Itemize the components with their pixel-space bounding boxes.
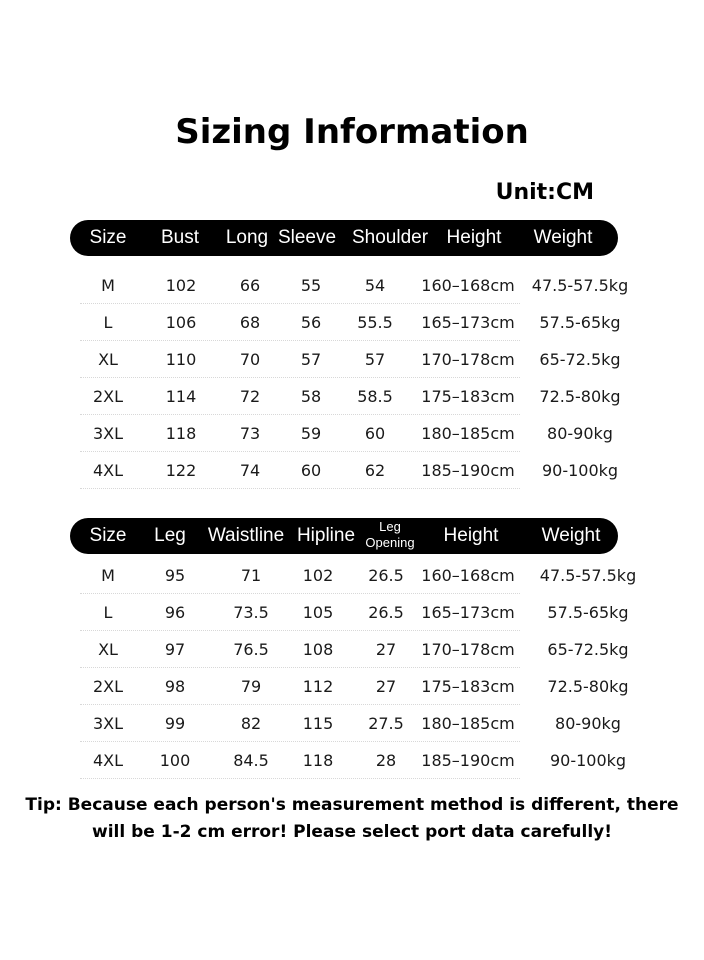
table-row <box>80 340 621 378</box>
header-cell: Height <box>443 525 499 546</box>
table-cell: 160–168cm <box>421 276 515 295</box>
table-cell: 60 <box>300 461 322 480</box>
table-row <box>80 451 619 489</box>
table-cell: 84.5 <box>233 751 269 770</box>
table-cell: 57.5-65kg <box>539 313 621 332</box>
table-cell: 160–168cm <box>421 566 515 585</box>
table-cell: 57 <box>300 350 322 369</box>
table-cell: 185–190cm <box>421 751 515 770</box>
table-cell: 58.5 <box>357 387 393 406</box>
table-row <box>80 630 629 668</box>
table-cell: 108 <box>302 640 334 659</box>
header-cell: Weight <box>541 525 601 546</box>
table-cell: 57 <box>364 350 386 369</box>
table-cell: 175–183cm <box>421 387 515 406</box>
page-title: Sizing Information <box>175 112 529 152</box>
table-row <box>80 266 629 304</box>
tip-note <box>0 792 704 846</box>
table-cell: XL <box>98 640 118 659</box>
table-2-header <box>70 518 618 554</box>
table-cell: 4XL <box>92 751 124 770</box>
table-cell: 3XL <box>92 714 124 733</box>
table-cell: 98 <box>164 677 186 696</box>
table-cell: 175–183cm <box>421 677 515 696</box>
header-cell: Leg <box>154 525 186 546</box>
table-cell: 56 <box>300 313 322 332</box>
table-cell: 100 <box>159 751 191 770</box>
table-row <box>80 593 629 631</box>
table-cell: 70 <box>239 350 261 369</box>
table-cell: 73.5 <box>233 603 269 622</box>
table-cell: 27 <box>375 677 397 696</box>
table-cell: 112 <box>302 677 334 696</box>
table-row <box>80 377 621 415</box>
table-cell: 73 <box>239 424 261 443</box>
header-cell-part: Opening <box>365 535 415 550</box>
table-cell: XL <box>98 350 118 369</box>
table-cell: 106 <box>165 313 197 332</box>
tip-line-2: will be 1-2 cm error! Please select port data carefully! <box>92 822 612 842</box>
table-row <box>80 556 637 594</box>
table-cell: 47.5-57.5kg <box>539 566 637 585</box>
table-cell: 72 <box>239 387 261 406</box>
header-cell-part: Leg <box>379 519 401 534</box>
table-cell: 105 <box>302 603 334 622</box>
table-cell: 47.5-57.5kg <box>531 276 629 295</box>
table-cell: L <box>103 313 113 332</box>
table-cell: 79 <box>240 677 262 696</box>
table-cell: 2XL <box>92 387 124 406</box>
table-cell: 102 <box>165 276 197 295</box>
table-cell: 74 <box>239 461 261 480</box>
table-cell: M <box>101 276 115 295</box>
table-cell: 3XL <box>92 424 124 443</box>
table-row <box>80 303 621 341</box>
table-cell: 76.5 <box>233 640 269 659</box>
table-cell: 122 <box>165 461 197 480</box>
table-cell: 170–178cm <box>421 640 515 659</box>
table-cell: 118 <box>302 751 334 770</box>
table-cell: 72.5-80kg <box>547 677 629 696</box>
header-cell: Size <box>89 227 127 248</box>
header-cell: Waistline <box>207 525 285 546</box>
table-cell: 27 <box>375 640 397 659</box>
table-cell: 114 <box>165 387 197 406</box>
table-cell: 185–190cm <box>421 461 515 480</box>
table-cell: 82 <box>240 714 262 733</box>
table-cell: 80-90kg <box>547 424 613 443</box>
table-cell: 26.5 <box>368 603 404 622</box>
table-row <box>80 741 627 779</box>
table-cell: 26.5 <box>368 566 404 585</box>
table-cell: 97 <box>164 640 186 659</box>
header-cell: Long <box>225 227 269 248</box>
table-cell: 80-90kg <box>555 714 621 733</box>
table-cell: 115 <box>302 714 334 733</box>
table-cell: 2XL <box>92 677 124 696</box>
table-cell: 57.5-65kg <box>547 603 629 622</box>
table-cell: 4XL <box>92 461 124 480</box>
table-cell: 118 <box>165 424 197 443</box>
table-1-header <box>70 220 618 256</box>
table-row <box>80 414 613 452</box>
table-cell: M <box>101 566 115 585</box>
table-cell: 180–185cm <box>421 424 515 443</box>
table-cell: 170–178cm <box>421 350 515 369</box>
table-cell: 68 <box>239 313 261 332</box>
table-cell: 72.5-80kg <box>539 387 621 406</box>
table-cell: 90-100kg <box>541 461 619 480</box>
table-cell: 180–185cm <box>421 714 515 733</box>
table-cell: 58 <box>300 387 322 406</box>
table-cell: 62 <box>364 461 386 480</box>
table-cell: 71 <box>240 566 262 585</box>
table-cell: 99 <box>164 714 186 733</box>
table-cell: 60 <box>364 424 386 443</box>
table-cell: 59 <box>300 424 322 443</box>
table-cell: 54 <box>364 276 386 295</box>
header-cell: Bust <box>160 227 200 248</box>
table-cell: 165–173cm <box>421 313 515 332</box>
table-cell: 110 <box>165 350 197 369</box>
header-cell: Weight <box>533 227 593 248</box>
table-cell: 96 <box>164 603 186 622</box>
header-cell: Sleeve <box>277 227 337 248</box>
table-cell: 55 <box>300 276 322 295</box>
table-cell: 95 <box>164 566 186 585</box>
tip-line-1: Tip: Because each person's measurement method is different, there <box>25 795 679 815</box>
table-row <box>80 704 621 742</box>
header-cell: Size <box>89 525 127 546</box>
table-row <box>80 667 629 705</box>
table-cell: 165–173cm <box>421 603 515 622</box>
table-cell: L <box>103 603 113 622</box>
table-cell: 28 <box>375 751 397 770</box>
table-cell: 66 <box>239 276 261 295</box>
table-cell: 27.5 <box>368 714 404 733</box>
table-cell: 65-72.5kg <box>539 350 621 369</box>
header-cell: Hipline <box>296 525 356 546</box>
unit-label: Unit:CM <box>495 180 594 205</box>
table-cell: 55.5 <box>357 313 393 332</box>
table-cell: 90-100kg <box>549 751 627 770</box>
table-cell: 102 <box>302 566 334 585</box>
table-cell: 65-72.5kg <box>547 640 629 659</box>
header-cell: Height <box>446 227 502 248</box>
header-cell <box>365 519 414 553</box>
header-cell: Shoulder <box>351 227 429 248</box>
